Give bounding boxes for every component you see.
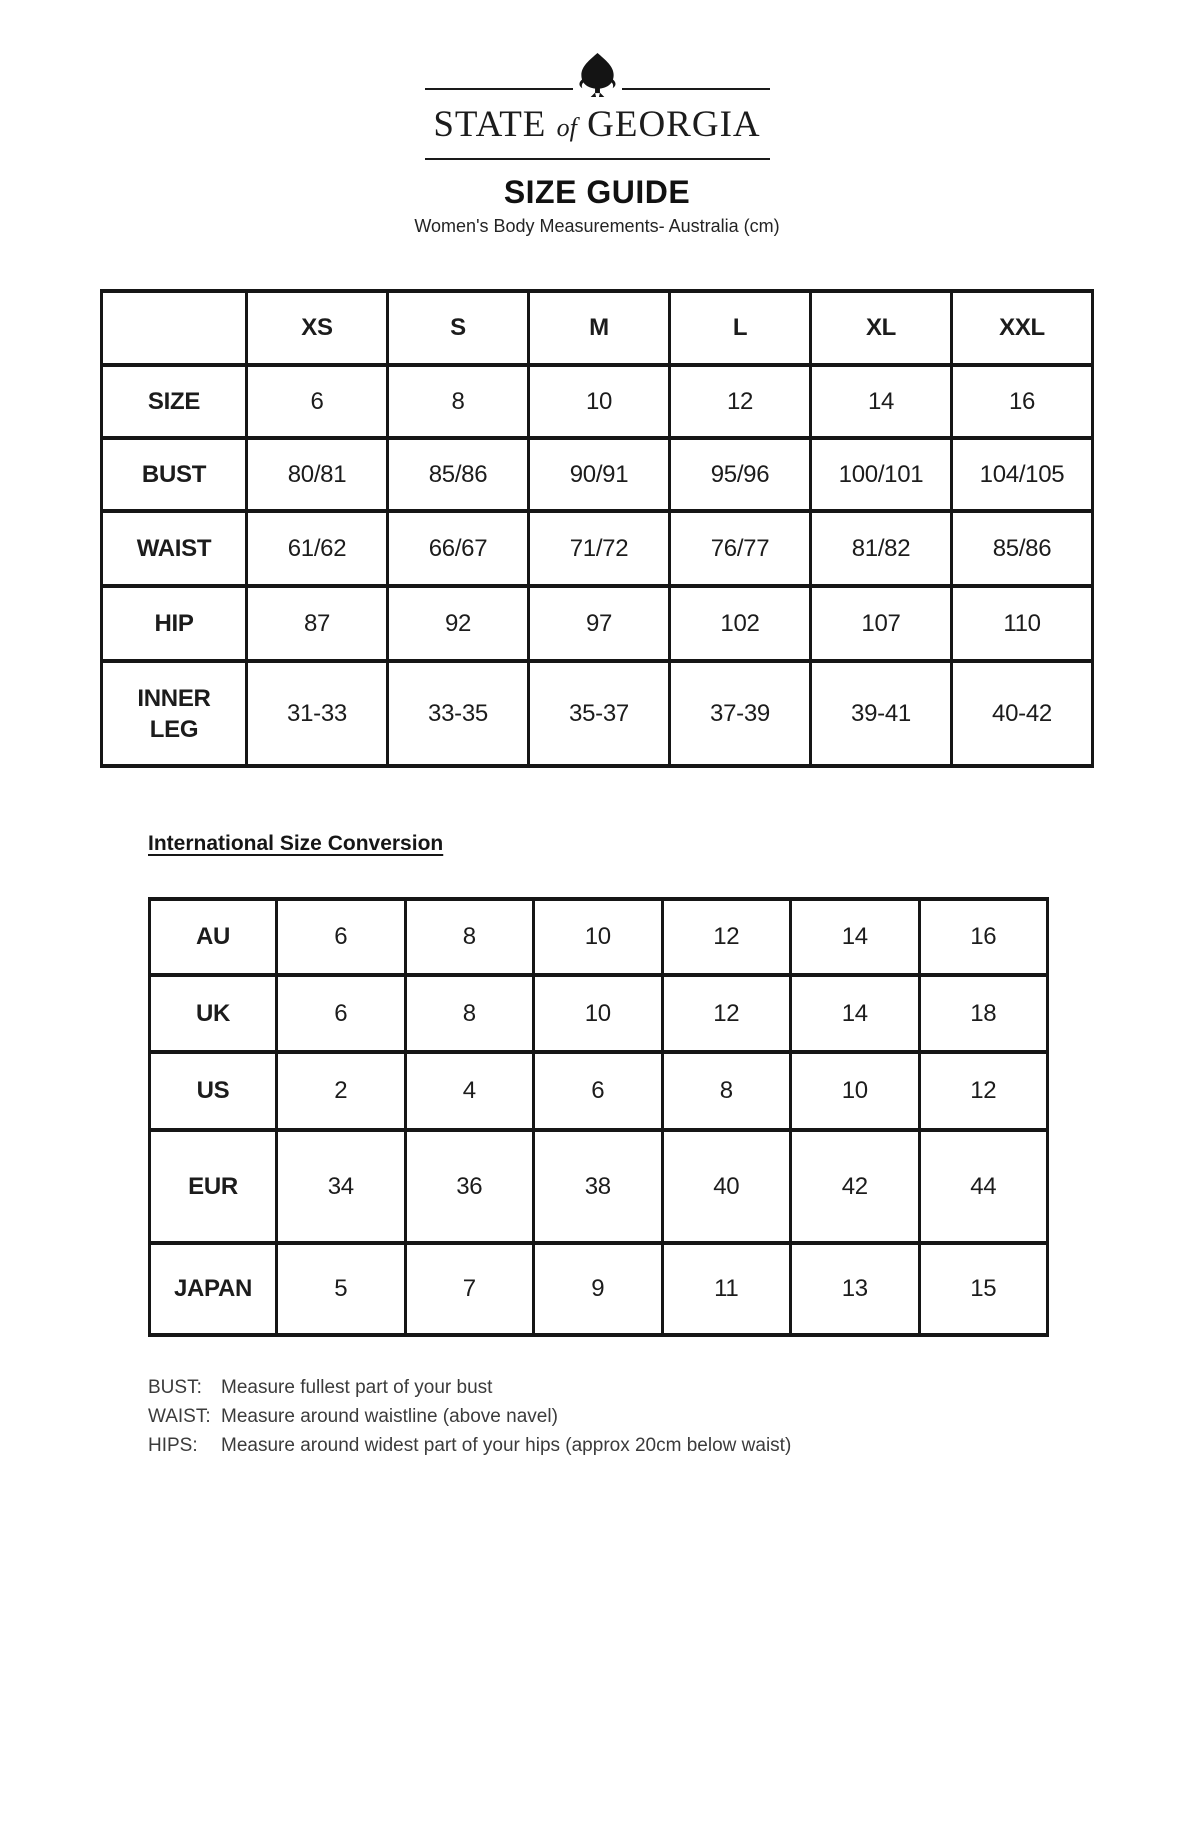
- size-value-cell: 6: [247, 365, 388, 438]
- col-header-xs: XS: [247, 291, 388, 365]
- us-value-cell: 2: [277, 1052, 406, 1130]
- bust-value-cell: 95/96: [670, 438, 811, 511]
- hip-value-cell: 110: [952, 586, 1093, 661]
- au-value-cell: 8: [405, 899, 534, 975]
- uk-value-cell: 12: [662, 975, 791, 1052]
- col-header-xl: XL: [811, 291, 952, 365]
- row-label-eur: EUR: [150, 1130, 277, 1243]
- japan-value-cell: 11: [662, 1243, 791, 1335]
- note-waist-text: Measure around waistline (above navel): [221, 1406, 558, 1427]
- table-row-hip: [102, 586, 1093, 661]
- size-header-row: [102, 291, 1093, 365]
- eur-value-cell: 38: [534, 1130, 663, 1243]
- row-label-japan: JAPAN: [150, 1243, 277, 1335]
- note-hips: [148, 1431, 1194, 1460]
- table-row-eur: [150, 1130, 1048, 1243]
- logo-rule-left: [425, 88, 573, 90]
- note-bust-text: Measure fullest part of your bust: [221, 1377, 493, 1398]
- bust-value-cell: 80/81: [247, 438, 388, 511]
- brand-name: [425, 103, 770, 150]
- hip-value-cell: 92: [388, 586, 529, 661]
- table-row-us: [150, 1052, 1048, 1130]
- note-hips-label: HIPS:: [148, 1435, 198, 1456]
- conversion-table: [148, 897, 1049, 1337]
- uk-value-cell: 14: [791, 975, 920, 1052]
- size-value-cell: 14: [811, 365, 952, 438]
- note-bust-label: BUST:: [148, 1377, 202, 1398]
- uk-value-cell: 6: [277, 975, 406, 1052]
- row-label-us: US: [150, 1052, 277, 1130]
- bust-value-cell: 100/101: [811, 438, 952, 511]
- japan-value-cell: 15: [919, 1243, 1048, 1335]
- note-waist-label: WAIST:: [148, 1406, 211, 1427]
- size-value-cell: 10: [529, 365, 670, 438]
- row-label-uk: UK: [150, 975, 277, 1052]
- inner-leg-value-cell: 35-37: [529, 661, 670, 766]
- au-value-cell: 6: [277, 899, 406, 975]
- bust-value-cell: 90/91: [529, 438, 670, 511]
- col-header-xxl: XXL: [952, 291, 1093, 365]
- brand-name-of: of: [556, 113, 577, 142]
- eur-value-cell: 44: [919, 1130, 1048, 1243]
- measuring-notes: [148, 1373, 1194, 1460]
- col-header-m: M: [529, 291, 670, 365]
- hip-value-cell: 107: [811, 586, 952, 661]
- us-value-cell: 12: [919, 1052, 1048, 1130]
- brand-logo: [425, 52, 770, 160]
- row-label-hip: HIP: [102, 586, 247, 661]
- table-row-japan: [150, 1243, 1048, 1335]
- eur-value-cell: 34: [277, 1130, 406, 1243]
- bust-value-cell: 104/105: [952, 438, 1093, 511]
- inner-leg-value-cell: 39-41: [811, 661, 952, 766]
- inner-leg-value-cell: 33-35: [388, 661, 529, 766]
- uk-value-cell: 10: [534, 975, 663, 1052]
- table-row-size: [102, 365, 1093, 438]
- row-label-au: AU: [150, 899, 277, 975]
- row-label-bust: BUST: [102, 438, 247, 511]
- measurements-table: [100, 289, 1094, 768]
- japan-value-cell: 13: [791, 1243, 920, 1335]
- page-subtitle: Women's Body Measurements- Australia (cm): [414, 216, 780, 236]
- us-value-cell: 10: [791, 1052, 920, 1130]
- table-row-inner-leg: [102, 661, 1093, 766]
- note-waist: [148, 1402, 1194, 1431]
- size-value-cell: 12: [670, 365, 811, 438]
- row-label-inner-leg: INNER LEG: [102, 661, 247, 766]
- us-value-cell: 6: [534, 1052, 663, 1130]
- eur-value-cell: 42: [791, 1130, 920, 1243]
- waist-value-cell: 66/67: [388, 511, 529, 586]
- note-bust: [148, 1373, 1194, 1402]
- waist-value-cell: 61/62: [247, 511, 388, 586]
- topiary-tree-icon: [574, 52, 621, 97]
- inner-leg-value-cell: 37-39: [670, 661, 811, 766]
- brand-name-state: STATE: [433, 104, 547, 145]
- waist-value-cell: 85/86: [952, 511, 1093, 586]
- eur-value-cell: 40: [662, 1130, 791, 1243]
- uk-value-cell: 8: [405, 975, 534, 1052]
- table-row-uk: [150, 975, 1048, 1052]
- waist-value-cell: 71/72: [529, 511, 670, 586]
- logo-rule-right: [622, 88, 770, 90]
- conversion-heading: International Size Conversion: [148, 832, 444, 855]
- table-row-au: [150, 899, 1048, 975]
- waist-value-cell: 81/82: [811, 511, 952, 586]
- col-header-s: S: [388, 291, 529, 365]
- au-value-cell: 12: [662, 899, 791, 975]
- inner-leg-value-cell: 40-42: [952, 661, 1093, 766]
- japan-value-cell: 7: [405, 1243, 534, 1335]
- size-value-cell: 16: [952, 365, 1093, 438]
- table-row-bust: [102, 438, 1093, 511]
- corner-cell: [102, 291, 247, 365]
- waist-value-cell: 76/77: [670, 511, 811, 586]
- japan-value-cell: 5: [277, 1243, 406, 1335]
- inner-leg-value-cell: 31-33: [247, 661, 388, 766]
- page-title: SIZE GUIDE: [503, 174, 691, 210]
- row-label-waist: WAIST: [102, 511, 247, 586]
- hip-value-cell: 97: [529, 586, 670, 661]
- col-header-l: L: [670, 291, 811, 365]
- au-value-cell: 14: [791, 899, 920, 975]
- uk-value-cell: 18: [919, 975, 1048, 1052]
- au-value-cell: 10: [534, 899, 663, 975]
- row-label-size: SIZE: [102, 365, 247, 438]
- brand-name-georgia: GEORGIA: [587, 104, 761, 145]
- us-value-cell: 4: [405, 1052, 534, 1130]
- au-value-cell: 16: [919, 899, 1048, 975]
- hip-value-cell: 87: [247, 586, 388, 661]
- note-hips-text: Measure around widest part of your hips (approx 20cm below waist): [221, 1435, 792, 1456]
- bust-value-cell: 85/86: [388, 438, 529, 511]
- japan-value-cell: 9: [534, 1243, 663, 1335]
- eur-value-cell: 36: [405, 1130, 534, 1243]
- size-value-cell: 8: [388, 365, 529, 438]
- hip-value-cell: 102: [670, 586, 811, 661]
- table-row-waist: [102, 511, 1093, 586]
- us-value-cell: 8: [662, 1052, 791, 1130]
- logo-rule-bottom: [425, 158, 770, 160]
